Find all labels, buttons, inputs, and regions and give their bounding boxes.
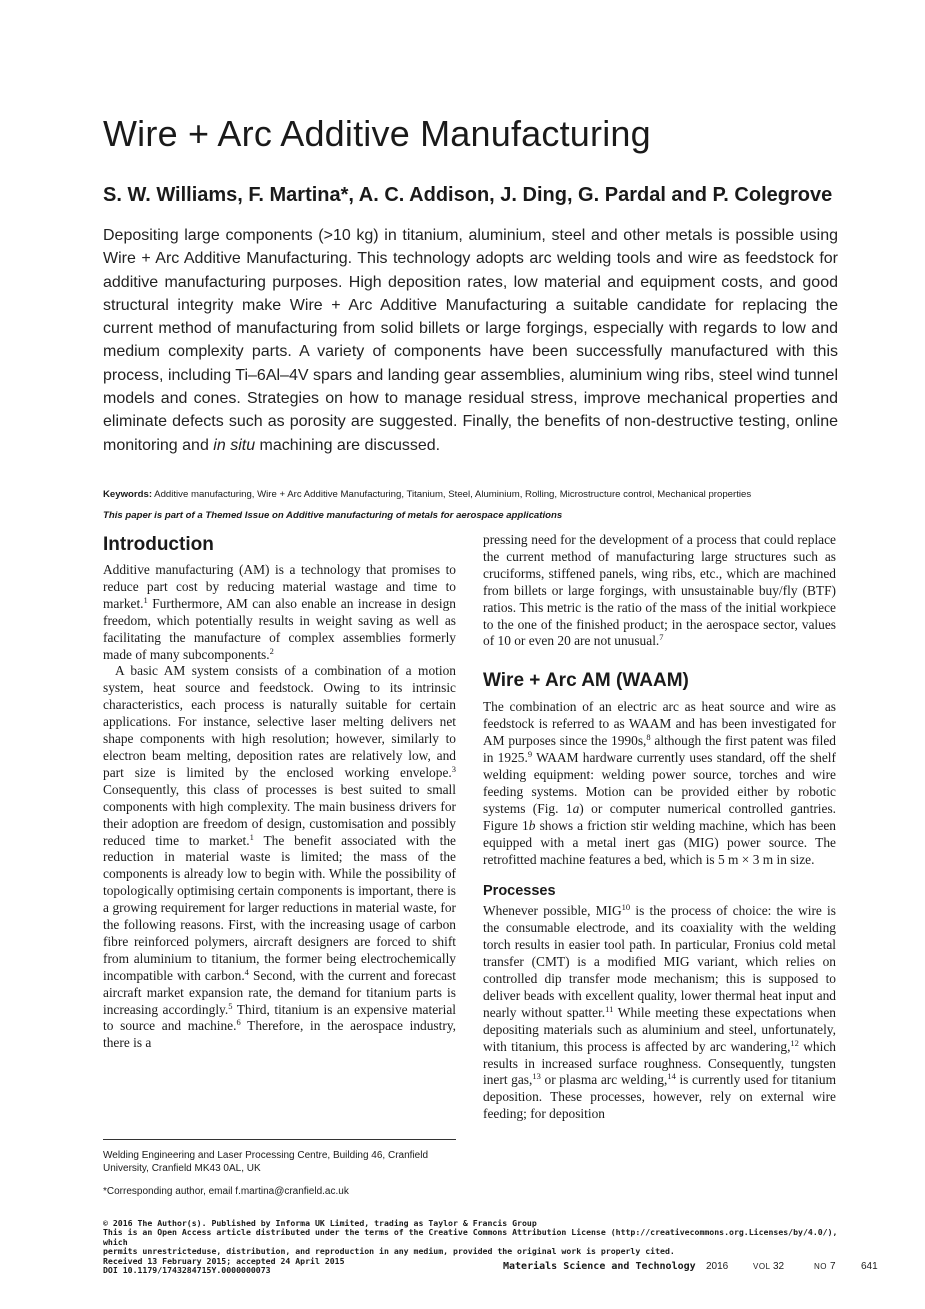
abstract	[103, 224, 838, 457]
citation: 11	[605, 1003, 614, 1014]
paragraph-intro-2: A basic AM system consists of a combination of a motion system, heat source and feedstock. Owing to its intrinsic characteristics, each process is naturally suitable for certain applications. For instance, selective laser melting delivers net shape components with high resolution; however, similarly to electron beam melting, deposition rates are relatively low, and part size is limited by the enclosed working envelope.$^3$ Consequently, this class of processes is best suited to small components with high complexity. The main business drivers for their adoption are freedom of design, customisation and possibly reduced time to market.$^1$ The benefit associated with the reduction in material waste is limited; the mass of the components is already low to begin with. While the possibility of topologically optimising certain components is important, there is a growing requirement for larger reductions in material waste, for the following reasons. First, with the increasing usage of carbon fibre reinforced polymers, aircraft designers are forced to shift from aluminium to titanium, the former being electrochemically incompatible with carbon.$^4$ Second, with the current and forecast aircraft market expansion rate, the demand for titanium parts is increasing accordingly.$^5$ Third, titanium is an expensive material to source and machine.$^6$ Therefore, in the aerospace industry, there is a	[103, 663, 457, 1051]
page-footer	[497, 1259, 877, 1275]
citation: 1	[249, 831, 254, 842]
volume-number: 32	[773, 1261, 785, 1272]
corresponding-author-footnote: *Corresponding author, email f.martina@cranfield.ac.uk	[103, 1186, 349, 1197]
volume-label: VOL	[753, 1262, 771, 1271]
journal-name: Materials Science and Technology	[503, 1261, 696, 1272]
affiliation-footnote: Welding Engineering and Laser Processing Centre, Building 46, Cranfield University, Cranfield MK43 0AL, UK	[103, 1150, 429, 1174]
citation: 4	[244, 966, 249, 977]
citation: 7	[659, 632, 664, 643]
doi: DOI 10.1179/1743284715Y.0000000073	[103, 1265, 271, 1276]
author-list: S. W. Williams, F. Martina*, A. C. Addison, J. Ding, G. Pardal and P. Colegrove	[103, 184, 833, 206]
left-column	[103, 532, 456, 1052]
citation: 10	[621, 902, 631, 913]
abstract-text: Depositing large components (>10 kg) in titanium, aluminium, steel and other metals is possible using Wire + Arc Additive Manufacturing. This technology adopts arc welding tools and wire as feedstock for additive manufacturing purposes. High deposition rates, low material and equipment costs, and good structural integrity make Wire + Arc Additive Manufacturing a suitable candidate for replacing the current method of manufacturing from solid billets or large forgings, especially with regards to low and medium complexity parts. A variety of components have been successfully manufactured with this process, including Ti–6Al–4V spars and landing gear assemblies, aluminium wing ribs, steel wind tunnel models and cones. Strategies on how to manage residual stress, improve mechanical properties and eliminate defects such as porosity are suggested. Finally, the benefits of non-destructive testing, online monitoring and	[103, 227, 838, 454]
citation: 1	[143, 594, 148, 605]
themed-issue-note: This paper is part of a Themed Issue on Additive manufacturing of metals for aerospace applications	[103, 510, 563, 521]
footnote-divider	[103, 1139, 456, 1140]
paragraph-intro-3: pressing need for the development of a process that could replace the current method of manufacturing large structures such as cruciforms, stiffened panels, wing ribs, etc., which are machined from billets or large forgings, with unsustainable buy/fly (BTF) ratios. This metric is the ratio of the mass of the initial workpiece to the one of the finished product; in the aerospace sector, values of 10 or even 20 are not unusual.$^7$	[483, 532, 836, 649]
paragraph-processes-1: Whenever possible, MIG$^{10}$ is the process of choice: the wire is the consumable electrode, and its coaxiality with the welding torch results in easier tool path. In particular, Fronius cold metal transfer (CMT) is a modified MIG variant, which relies on controlled dip transfer mode mechanism; this is supposed to deliver beads with excellent quality, lower thermal heat input and nearly without spatter.$^{11}$ While meeting these expectations when depositing materials such as aluminium and steel, unfortunately, with titanium, this process is affected by arc wandering,$^{12}$ which results in increased surface roughness. Consequently, tungsten inert gas,$^{13}$ or plasma arc welding,$^{14}$ is currently used for titanium deposition. These processes, however, rely on external wire feeding; for deposition	[483, 902, 837, 1122]
permissions-line: permits unrestricteduse, distribution, and reproduction in any medium, provided the original work is properly cited.	[103, 1246, 675, 1257]
abstract-italic: in situ	[213, 436, 256, 454]
keywords	[103, 488, 843, 502]
paragraph-intro-1: Additive manufacturing (AM) is a technology that promises to reduce part cost by reducing material wastage and time to market.$^1$ Furthermore, AM can also enable an increase in design freedom, which potentially results in weight saving as well as facilitating the manufacture of complex assemblies formerly made of many subcomponents.$^2$	[103, 562, 456, 662]
citation: 12	[790, 1037, 799, 1048]
citation: 5	[228, 1000, 233, 1011]
abstract-tail: machining are discussed.	[255, 436, 441, 454]
issue-label: NO	[814, 1262, 827, 1271]
received-dates: Received 13 February 2015; accepted 24 April 2015	[103, 1255, 345, 1266]
citation: 2	[269, 645, 274, 656]
citation: 13	[532, 1071, 541, 1082]
right-column	[483, 532, 836, 1123]
citation: 8	[646, 732, 651, 743]
citation: 6	[236, 1017, 241, 1028]
paragraph-waam-1: The combination of an electric arc as heat source and wire as feedstock is referred to as WAAM and has been investigated for AM purposes since the 1990s,$^8$ although the first patent was filed in 1925.$^9$ WAAM hardware currently uses standard, off the shelf welding equipment: welding power source, torches and wire feeding systems. Motion can be provided either by robotic systems (Fig. 1a) or computer numerical controlled gantries. Figure 1b shows a friction stir welding machine, which has been equipped with a metal inert gas (MIG) power source. The retrofitted machine features a bed, which is 5 m × 3 m in size.	[483, 699, 837, 867]
publication-year: 2016	[706, 1261, 729, 1272]
section-heading-introduction: Introduction	[103, 534, 214, 555]
article-title: Wire + Arc Additive Manufacturing	[103, 113, 651, 154]
keywords-label: Keywords:	[103, 489, 153, 500]
citation: 14	[667, 1071, 676, 1082]
open-access-line: This is an Open Access article distributed under the terms of the Creative Commons Attribution License (http://creativecommons.org.Licenses/by/4.0/), which	[103, 1227, 843, 1247]
citation: 9	[527, 749, 533, 760]
citation: 3	[451, 763, 456, 774]
copyright-line: © 2016 The Author(s). Published by Informa UK Limited, trading as Taylor & Francis Group	[103, 1218, 537, 1228]
section-heading-waam: Wire + Arc AM (WAAM)	[483, 670, 689, 692]
issue-number: 7	[830, 1261, 836, 1272]
page-number: 641	[861, 1261, 878, 1272]
keywords-list: Additive manufacturing, Wire + Arc Additive Manufacturing, Titanium, Steel, Aluminium, Rolling, Microstructure control, Mechanical properties	[152, 489, 752, 500]
subsection-heading-processes: Processes	[483, 883, 556, 900]
